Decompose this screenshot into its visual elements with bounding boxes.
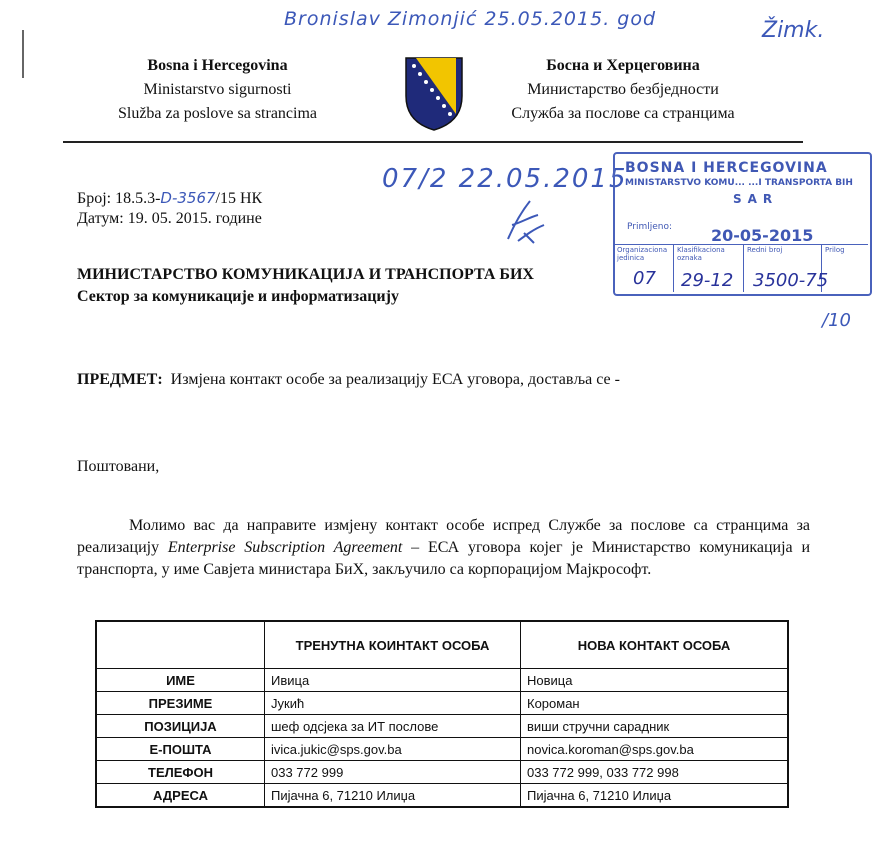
subject-label: ПРЕДМЕТ: <box>77 371 163 388</box>
table-row: ПОЗИЦИЈА шеф одсјека за ИТ послове виши стручни сарадник <box>96 715 788 738</box>
table-row: ТЕЛЕФОН 033 772 999 033 772 999, 033 772 998 <box>96 761 788 784</box>
handwritten-number: D-3567 <box>160 189 216 207</box>
handwritten-receipt-note: 07/2 22.05.2015 <box>382 164 628 194</box>
subject-text: Измјена контакт особе за реализацију ЕСА уговора, доставља се - <box>170 371 620 388</box>
header-left-ministry: Ministarstvo sigurnosti <box>143 81 292 98</box>
table-header-empty <box>96 621 265 669</box>
registry-stamp <box>593 152 871 300</box>
stamp-col2-header: Klasifikaciona oznaka <box>677 246 725 262</box>
table-header-current: ТРЕНУТНА КОИНТАКТ ОСОБА <box>265 621 521 669</box>
body-paragraph: Молимо вас да направите измјену контакт особе испред Службе за послове са странцима за реализацију Enterprise Subscription Agreement – ЕСА уговора којег је Министарство комуникација и транспорта, у име Савјета министара БиХ, закључило са корпорацијом Мајкрософт. <box>77 517 811 578</box>
reference-number: Број: 18.5.3-D-3567/15 НК <box>77 189 263 207</box>
reference-date: Датум: 19. 05. 2015. године <box>77 210 262 227</box>
contact-table <box>95 620 789 808</box>
recipient-ministry: МИНИСТАРСТВО КОМУНИКАЦИЈА И ТРАНСПОРТА БИХ <box>77 266 534 283</box>
stamp-col1-value: 07 <box>633 268 656 289</box>
margin-mark <box>22 30 24 78</box>
stamp-col3-value: 3500-75 <box>753 270 829 291</box>
recipient-sector: Сектор за комуникације и информатизацију <box>77 288 399 305</box>
handwritten-signature <box>500 195 550 247</box>
greeting: Поштовани, <box>77 458 160 475</box>
table-header-row <box>96 621 788 669</box>
handwritten-note: Bronislav Zimonjić 25.05.2015. god <box>284 8 657 30</box>
stamp-country: BOSNA I HERCEGOVINA <box>625 160 828 176</box>
header-left <box>95 54 340 126</box>
table-row: Е-ПОШТА ivica.jukic@sps.gov.ba novica.koroman@sps.gov.ba <box>96 738 788 761</box>
coat-of-arms-emblem <box>404 56 464 132</box>
header-right <box>498 54 748 126</box>
subject-line <box>77 371 620 389</box>
stamp-col2-value: 29-12 <box>681 270 734 291</box>
stamp-date: 20-05-2015 <box>711 226 814 245</box>
header-right-country: Босна и Херцеговина <box>546 57 700 74</box>
header-right-service: Служба за послове са странцима <box>511 105 735 122</box>
stamp-ministry: MINISTARSTVO KOMU... ...I TRANSPORTA BIH <box>625 178 853 188</box>
header-left-country: Bosna i Hercegovina <box>147 57 288 74</box>
handwritten-initials: Žimk. <box>762 18 825 43</box>
stamp-fraction: /10 <box>822 310 851 331</box>
stamp-col3-header: Redni broj <box>747 246 783 254</box>
header-divider <box>63 141 803 143</box>
reference-block <box>77 188 262 229</box>
stamp-col1-header: Organizaciona jedinica <box>617 246 668 262</box>
table-row: ПРЕЗИМЕ Јукић Короман <box>96 692 788 715</box>
header-left-service: Služba za poslove sa strancima <box>117 105 318 122</box>
stamp-city: SAR <box>733 192 779 206</box>
table-row: АДРЕСА Пијачна 6, 71210 Илиџа Пијачна 6, 71210 Илиџа <box>96 784 788 808</box>
table-header-new: НОВА КОНТАКТ ОСОБА <box>521 621 789 669</box>
stamp-col4-header: Prilog <box>825 246 845 254</box>
header-right-ministry: Министарство безбједности <box>527 81 719 98</box>
table-row: ИМЕ Ивица Новица <box>96 669 788 692</box>
recipient-block <box>77 264 534 308</box>
stamp-date-label: Primljeno: <box>627 222 673 232</box>
